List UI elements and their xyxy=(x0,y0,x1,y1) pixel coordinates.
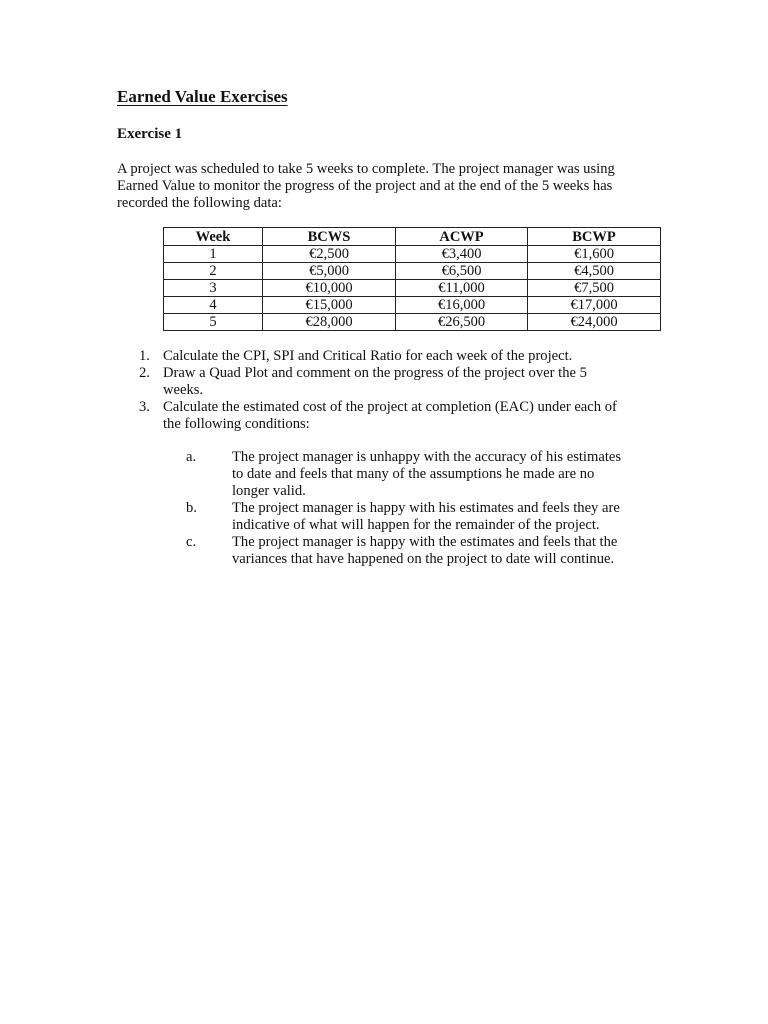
earned-value-table xyxy=(163,227,661,331)
question-number: 1. xyxy=(139,348,150,364)
table-row xyxy=(164,246,661,263)
table-row xyxy=(164,263,661,280)
question-item xyxy=(117,348,657,365)
condition-line: The project manager is unhappy with the accuracy of his estimates xyxy=(232,449,622,465)
intro-line: Earned Value to monitor the progress of the project and at the end of the 5 weeks has xyxy=(117,178,613,194)
condition-text xyxy=(232,500,657,534)
cell-bcwp: €7,500 xyxy=(528,280,661,297)
cell-acwp: €3,400 xyxy=(396,246,528,263)
table-header-row xyxy=(164,228,661,246)
question-number: 3. xyxy=(139,399,150,415)
cell-week: 1 xyxy=(164,246,263,263)
exercise-heading: Exercise 1 xyxy=(117,126,183,142)
cell-bcws: €15,000 xyxy=(263,297,396,314)
question-list xyxy=(117,348,657,433)
condition-text xyxy=(232,449,657,500)
cell-acwp: €16,000 xyxy=(396,297,528,314)
question-text xyxy=(163,399,657,433)
condition-item xyxy=(117,534,657,568)
condition-line: variances that have happened on the project to date will continue. xyxy=(232,551,615,567)
condition-item xyxy=(117,500,657,534)
condition-line: The project manager is happy with the estimates and feels that the xyxy=(232,534,618,550)
question-text xyxy=(163,365,657,399)
condition-text xyxy=(232,534,657,568)
cell-acwp: €11,000 xyxy=(396,280,528,297)
condition-item xyxy=(117,449,657,500)
cell-bcws: €5,000 xyxy=(263,263,396,280)
question-line: Draw a Quad Plot and comment on the progress of the project over the 5 xyxy=(163,365,587,381)
cell-week: 3 xyxy=(164,280,263,297)
condition-line: The project manager is happy with his estimates and feels they are xyxy=(232,500,620,516)
cell-acwp: €6,500 xyxy=(396,263,528,280)
intro-line: recorded the following data: xyxy=(117,195,282,211)
intro-line: A project was scheduled to take 5 weeks to complete. The project manager was using xyxy=(117,161,615,177)
header-bcwp: BCWP xyxy=(528,228,661,246)
question-item xyxy=(117,365,657,399)
cell-week: 2 xyxy=(164,263,263,280)
header-week: Week xyxy=(164,228,263,246)
cell-bcwp: €17,000 xyxy=(528,297,661,314)
cell-bcws: €28,000 xyxy=(263,314,396,331)
header-bcws: BCWS xyxy=(263,228,396,246)
header-acwp: ACWP xyxy=(396,228,528,246)
cell-bcws: €2,500 xyxy=(263,246,396,263)
cell-week: 4 xyxy=(164,297,263,314)
question-line: Calculate the estimated cost of the project at completion (EAC) under each of xyxy=(163,399,617,415)
cell-bcwp: €4,500 xyxy=(528,263,661,280)
condition-line: indicative of what will happen for the remainder of the project. xyxy=(232,517,600,533)
intro-paragraph xyxy=(117,161,657,212)
cell-bcws: €10,000 xyxy=(263,280,396,297)
table-row xyxy=(164,314,661,331)
condition-line: longer valid. xyxy=(232,483,306,499)
cell-acwp: €26,500 xyxy=(396,314,528,331)
question-line: the following conditions: xyxy=(163,416,310,432)
question-line: weeks. xyxy=(163,382,204,398)
question-item xyxy=(117,399,657,433)
table-row xyxy=(164,280,661,297)
condition-line: to date and feels that many of the assumptions he made are no xyxy=(232,466,595,482)
question-text xyxy=(163,348,657,365)
cell-week: 5 xyxy=(164,314,263,331)
question-line: Calculate the CPI, SPI and Critical Ratio for each week of the project. xyxy=(163,348,573,364)
question-number: 2. xyxy=(139,365,150,381)
condition-letter: b. xyxy=(186,500,197,516)
condition-letter: a. xyxy=(186,449,197,465)
cell-bcwp: €24,000 xyxy=(528,314,661,331)
page-title: Earned Value Exercises xyxy=(117,87,288,106)
table-row xyxy=(164,297,661,314)
cell-bcwp: €1,600 xyxy=(528,246,661,263)
condition-letter: c. xyxy=(186,534,197,550)
condition-list xyxy=(117,449,657,568)
